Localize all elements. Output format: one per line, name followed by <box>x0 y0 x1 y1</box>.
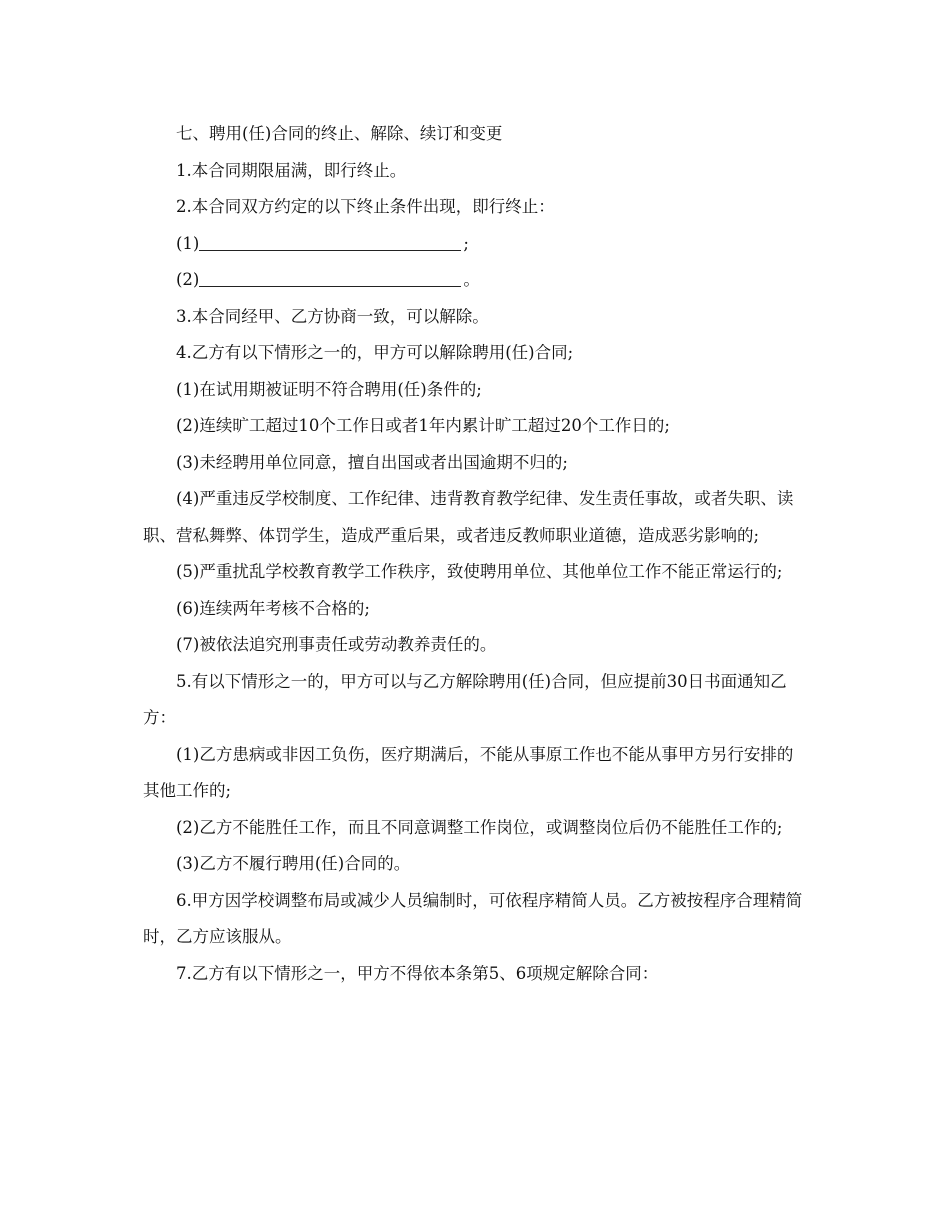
blank-item-1-end: ; <box>463 233 469 253</box>
blank-item-2-end: 。 <box>463 270 480 289</box>
paragraph-4-item-6: (6)连续两年考核不合格的; <box>176 598 370 618</box>
paragraph-4-item-3: (3)未经聘用单位同意，擅自出国或者出国逾期不归的; <box>176 452 568 472</box>
paragraph-5: 5.有以下情形之一的，甲方可以与乙方解除聘用(任)合同，但应提前30日书面通知乙方： <box>143 671 787 727</box>
section-heading: 七、聘用(任)合同的终止、解除、续订和变更 <box>176 124 503 143</box>
paragraph-7: 7.乙方有以下情形之一，甲方不得依本条第5、6项规定解除合同： <box>176 963 659 983</box>
paragraph-4-item-2: (2)连续旷工超过10个工作日或者1年内累计旷工超过20个工作日的; <box>176 416 670 435</box>
paragraph-4-item-1: (1)在试用期被证明不符合聘用(任)条件的; <box>176 379 482 399</box>
blank-item-1-label: (1) <box>176 233 200 253</box>
blank-item-2 <box>143 262 803 299</box>
paragraph-4-item-4: (4)严重违反学校制度、工作纪律、违背教育教学纪律、发生责任事故，或者失职、读职、营私舞弊、体罚学生，造成严重后果，或者违反教师职业道德，造成恶劣影响的; <box>143 489 794 545</box>
paragraph-5-item-1: (1)乙方患病或非因工负伤，医疗期满后，不能从事原工作也不能从事甲方另行安排的其他工作的; <box>143 744 794 800</box>
paragraph-4-item-7: (7)被依法追究刑事责任或劳动教养责任的。 <box>176 635 497 654</box>
paragraph-3: 3.本合同经甲、乙方协商一致，可以解除。 <box>176 306 489 326</box>
paragraph-1: 1.本合同期限届满，即行终止。 <box>176 160 407 180</box>
paragraph-5-item-2: (2)乙方不能胜任工作，而且不同意调整工作岗位，或调整岗位后仍不能胜任工作的; <box>176 817 783 837</box>
fill-in-blank-1[interactable] <box>199 230 461 251</box>
fill-in-blank-2[interactable] <box>199 266 461 287</box>
paragraph-6: 6.甲方因学校调整布局或减少人员编制时，可依程序精简人员。乙方被按程序合理精简时，乙方应该服从。 <box>143 890 803 946</box>
blank-item-1 <box>143 226 803 263</box>
paragraph-2: 2.本合同双方约定的以下终止条件出现，即行终止： <box>176 197 555 216</box>
paragraph-5-item-3: (3)乙方不履行聘用(任)合同的。 <box>176 854 411 873</box>
document-body <box>143 116 803 992</box>
paragraph-4-item-5: (5)严重扰乱学校教育教学工作秩序，致使聘用单位、其他单位工作不能正常运行的; <box>176 562 783 581</box>
paragraph-4: 4.乙方有以下情形之一的，甲方可以解除聘用(任)合同; <box>176 343 574 362</box>
blank-item-2-label: (2) <box>176 270 200 289</box>
